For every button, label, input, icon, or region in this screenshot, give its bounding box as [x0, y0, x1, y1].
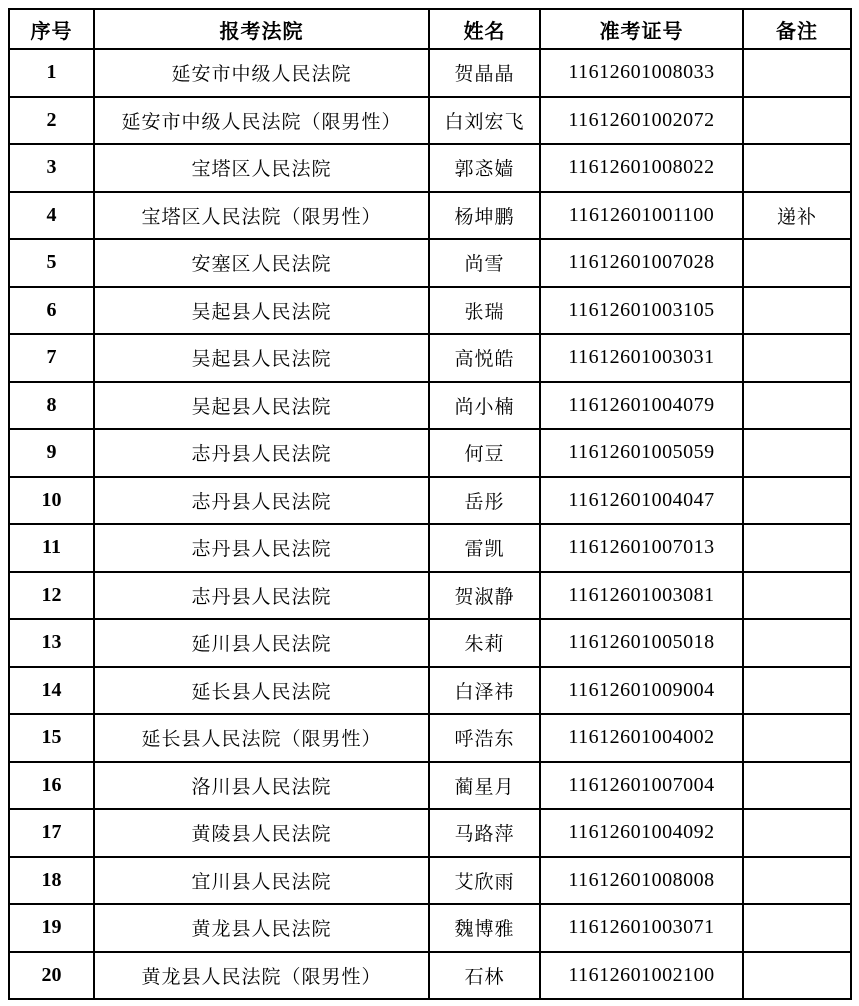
- serial-cell: 16: [9, 762, 94, 810]
- remark-cell: [743, 952, 851, 1000]
- serial-cell: 2: [9, 97, 94, 145]
- ticket-cell: 11612601008008: [540, 857, 743, 905]
- name-cell: 张瑞: [429, 287, 540, 335]
- remark-cell: [743, 857, 851, 905]
- court-cell: 宝塔区人民法院（限男性）: [94, 192, 429, 240]
- table-row: [9, 49, 851, 97]
- table-body: [9, 49, 851, 999]
- serial-cell: 3: [9, 144, 94, 192]
- ticket-cell: 11612601002100: [540, 952, 743, 1000]
- name-cell: 贺晶晶: [429, 49, 540, 97]
- name-cell: 马路萍: [429, 809, 540, 857]
- ticket-cell: 11612601005059: [540, 429, 743, 477]
- name-cell: 石林: [429, 952, 540, 1000]
- name-cell: 白泽祎: [429, 667, 540, 715]
- serial-cell: 17: [9, 809, 94, 857]
- ticket-cell: 11612601003105: [540, 287, 743, 335]
- table-row: [9, 192, 851, 240]
- ticket-cell: 11612601004002: [540, 714, 743, 762]
- court-cell: 黄陵县人民法院: [94, 809, 429, 857]
- court-cell: 志丹县人民法院: [94, 524, 429, 572]
- serial-cell: 7: [9, 334, 94, 382]
- ticket-cell: 11612601001100: [540, 192, 743, 240]
- table-row: [9, 667, 851, 715]
- ticket-cell: 11612601002072: [540, 97, 743, 145]
- name-cell: 蔺星月: [429, 762, 540, 810]
- serial-cell: 15: [9, 714, 94, 762]
- remark-cell: [743, 239, 851, 287]
- ticket-cell: 11612601003081: [540, 572, 743, 620]
- col-header-serial-number: 序号: [9, 9, 94, 49]
- name-cell: 贺淑静: [429, 572, 540, 620]
- court-cell: 黄龙县人民法院（限男性）: [94, 952, 429, 1000]
- table-row: [9, 572, 851, 620]
- remark-cell: [743, 904, 851, 952]
- court-cell: 延川县人民法院: [94, 619, 429, 667]
- serial-cell: 4: [9, 192, 94, 240]
- remark-cell: [743, 144, 851, 192]
- remark-cell: [743, 714, 851, 762]
- remark-cell: [743, 809, 851, 857]
- name-cell: 雷凯: [429, 524, 540, 572]
- name-cell: 朱莉: [429, 619, 540, 667]
- serial-cell: 11: [9, 524, 94, 572]
- remark-cell: [743, 429, 851, 477]
- court-cell: 延安市中级人民法院（限男性）: [94, 97, 429, 145]
- serial-cell: 13: [9, 619, 94, 667]
- serial-cell: 9: [9, 429, 94, 477]
- table-row: [9, 714, 851, 762]
- remark-cell: [743, 667, 851, 715]
- remark-cell: [743, 619, 851, 667]
- remark-cell: 递补: [743, 192, 851, 240]
- table-row: [9, 477, 851, 525]
- table-row: [9, 382, 851, 430]
- name-cell: 尚小楠: [429, 382, 540, 430]
- name-cell: 岳彤: [429, 477, 540, 525]
- ticket-cell: 11612601004092: [540, 809, 743, 857]
- name-cell: 白刘宏飞: [429, 97, 540, 145]
- court-cell: 志丹县人民法院: [94, 429, 429, 477]
- name-cell: 高悦皓: [429, 334, 540, 382]
- serial-cell: 1: [9, 49, 94, 97]
- court-cell: 吴起县人民法院: [94, 382, 429, 430]
- name-cell: 郭忞嫱: [429, 144, 540, 192]
- ticket-cell: 11612601008033: [540, 49, 743, 97]
- court-cell: 志丹县人民法院: [94, 477, 429, 525]
- court-cell: 延长县人民法院（限男性）: [94, 714, 429, 762]
- table-row: [9, 97, 851, 145]
- remark-cell: [743, 287, 851, 335]
- table-row: [9, 762, 851, 810]
- serial-cell: 10: [9, 477, 94, 525]
- ticket-cell: 11612601007004: [540, 762, 743, 810]
- remark-cell: [743, 524, 851, 572]
- table-row: [9, 144, 851, 192]
- remark-cell: [743, 572, 851, 620]
- name-cell: 呼浩东: [429, 714, 540, 762]
- table-row: [9, 809, 851, 857]
- table-row: [9, 904, 851, 952]
- serial-cell: 20: [9, 952, 94, 1000]
- ticket-cell: 11612601008022: [540, 144, 743, 192]
- name-cell: 杨坤鹏: [429, 192, 540, 240]
- ticket-cell: 11612601004079: [540, 382, 743, 430]
- remark-cell: [743, 334, 851, 382]
- serial-cell: 14: [9, 667, 94, 715]
- ticket-cell: 11612601003071: [540, 904, 743, 952]
- court-cell: 宝塔区人民法院: [94, 144, 429, 192]
- table-row: [9, 524, 851, 572]
- ticket-cell: 11612601003031: [540, 334, 743, 382]
- remark-cell: [743, 382, 851, 430]
- serial-cell: 5: [9, 239, 94, 287]
- remark-cell: [743, 49, 851, 97]
- table-row: [9, 429, 851, 477]
- court-cell: 吴起县人民法院: [94, 334, 429, 382]
- col-header-court-applied: 报考法院: [94, 9, 429, 49]
- name-cell: 尚雪: [429, 239, 540, 287]
- table-row: [9, 857, 851, 905]
- exam-candidates-table: [8, 8, 852, 1000]
- court-cell: 延安市中级人民法院: [94, 49, 429, 97]
- table-header-row: [9, 9, 851, 49]
- ticket-cell: 11612601005018: [540, 619, 743, 667]
- table-row: [9, 952, 851, 1000]
- court-cell: 洛川县人民法院: [94, 762, 429, 810]
- document-page: [8, 8, 852, 1000]
- ticket-cell: 11612601007028: [540, 239, 743, 287]
- remark-cell: [743, 762, 851, 810]
- table-row: [9, 287, 851, 335]
- serial-cell: 6: [9, 287, 94, 335]
- court-cell: 安塞区人民法院: [94, 239, 429, 287]
- court-cell: 宜川县人民法院: [94, 857, 429, 905]
- court-cell: 志丹县人民法院: [94, 572, 429, 620]
- name-cell: 艾欣雨: [429, 857, 540, 905]
- col-header-admission-ticket-number: 准考证号: [540, 9, 743, 49]
- court-cell: 吴起县人民法院: [94, 287, 429, 335]
- remark-cell: [743, 477, 851, 525]
- serial-cell: 19: [9, 904, 94, 952]
- court-cell: 延长县人民法院: [94, 667, 429, 715]
- ticket-cell: 11612601007013: [540, 524, 743, 572]
- remark-cell: [743, 97, 851, 145]
- col-header-remarks: 备注: [743, 9, 851, 49]
- table-row: [9, 334, 851, 382]
- ticket-cell: 11612601009004: [540, 667, 743, 715]
- serial-cell: 12: [9, 572, 94, 620]
- court-cell: 黄龙县人民法院: [94, 904, 429, 952]
- name-cell: 魏博雅: [429, 904, 540, 952]
- serial-cell: 18: [9, 857, 94, 905]
- col-header-name: 姓名: [429, 9, 540, 49]
- name-cell: 何豆: [429, 429, 540, 477]
- serial-cell: 8: [9, 382, 94, 430]
- table-row: [9, 239, 851, 287]
- table-row: [9, 619, 851, 667]
- ticket-cell: 11612601004047: [540, 477, 743, 525]
